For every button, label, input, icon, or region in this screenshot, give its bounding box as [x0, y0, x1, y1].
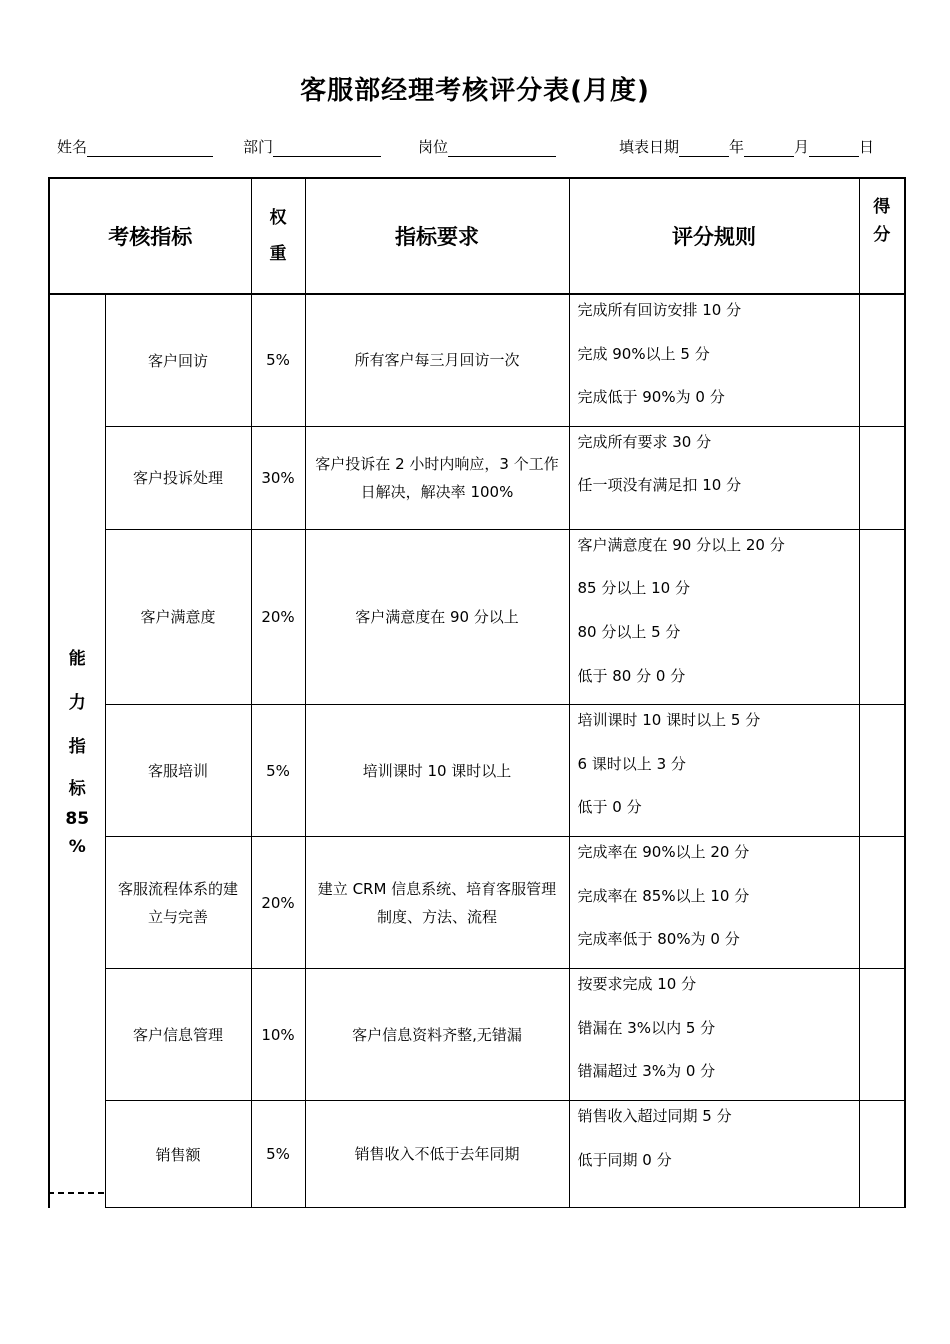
score-table — [48, 177, 906, 1208]
name-blank[interactable] — [87, 140, 213, 157]
day-blank[interactable] — [809, 140, 859, 157]
requirement-cell: 销售收入不低于去年同期 — [305, 1101, 569, 1208]
weight-cell: 5% — [251, 1101, 305, 1208]
score-input[interactable] — [859, 1101, 905, 1208]
indicator-name: 客户投诉处理 — [105, 426, 251, 529]
info-row — [57, 136, 897, 160]
indicator-name: 客服流程体系的建立与完善 — [105, 837, 251, 969]
weight-cell: 20% — [251, 529, 305, 704]
date-label: 填表日期 — [619, 138, 680, 156]
dashed-divider — [48, 1192, 104, 1194]
dept-field[interactable] — [243, 136, 381, 157]
header-indicator: 考核指标 — [49, 178, 251, 294]
score-input[interactable] — [859, 969, 905, 1101]
day-label: 日 — [859, 138, 875, 156]
position-field[interactable] — [418, 136, 556, 157]
indicator-name: 客户信息管理 — [105, 969, 251, 1101]
table-row — [49, 969, 905, 1101]
header-requirement: 指标要求 — [305, 178, 569, 294]
month-blank[interactable] — [744, 140, 794, 157]
table-row — [49, 294, 905, 426]
rule-cell: 客户满意度在 90 分以上 20 分 85 分以上 10 分 80 分以上 5 分 低于 80 分 0 分 — [569, 529, 859, 704]
page-title: 客服部经理考核评分表(月度) — [300, 76, 650, 106]
requirement-cell: 培训课时 10 课时以上 — [305, 705, 569, 837]
weight-cell: 5% — [251, 705, 305, 837]
position-blank[interactable] — [448, 140, 556, 157]
requirement-cell: 客户投诉在 2 小时内响应，3 个工作日解决，解决率 100% — [305, 426, 569, 529]
indicator-name: 客户满意度 — [105, 529, 251, 704]
header-weight: 权 重 — [251, 178, 305, 294]
header-score: 得 分 — [859, 178, 905, 294]
requirement-cell: 所有客户每三月回访一次 — [305, 294, 569, 426]
month-label: 月 — [794, 138, 810, 156]
requirement-cell: 客户信息资料齐整,无错漏 — [305, 969, 569, 1101]
rule-cell: 完成所有回访安排 10 分 完成 90%以上 5 分 完成低于 90%为 0 分 — [569, 294, 859, 426]
table-row — [49, 426, 905, 529]
score-input[interactable] — [859, 837, 905, 969]
score-input[interactable] — [859, 294, 905, 426]
table-row — [49, 705, 905, 837]
score-input[interactable] — [859, 705, 905, 837]
weight-cell: 5% — [251, 294, 305, 426]
score-input[interactable] — [859, 426, 905, 529]
table-row — [49, 837, 905, 969]
weight-cell: 30% — [251, 426, 305, 529]
name-label: 姓名 — [57, 138, 88, 156]
dept-blank[interactable] — [273, 140, 381, 157]
requirement-cell: 客户满意度在 90 分以上 — [305, 529, 569, 704]
rule-cell: 按要求完成 10 分 错漏在 3%以内 5 分 错漏超过 3%为 0 分 — [569, 969, 859, 1101]
dept-label: 部门 — [243, 138, 274, 156]
header-rule: 评分规则 — [569, 178, 859, 294]
rule-cell: 培训课时 10 课时以上 5 分 6 课时以上 3 分 低于 0 分 — [569, 705, 859, 837]
rule-cell: 完成所有要求 30 分 任一项没有满足扣 10 分 — [569, 426, 859, 529]
year-label: 年 — [729, 138, 745, 156]
score-input[interactable] — [859, 529, 905, 704]
table-row — [49, 1101, 905, 1208]
indicator-name: 客服培训 — [105, 705, 251, 837]
indicator-name: 客户回访 — [105, 294, 251, 426]
rule-cell: 销售收入超过同期 5 分 低于同期 0 分 — [569, 1101, 859, 1208]
rule-cell: 完成率在 90%以上 20 分 完成率在 85%以上 10 分 完成率低于 80%为 0 分 — [569, 837, 859, 969]
date-field[interactable] — [619, 136, 874, 157]
position-label: 岗位 — [418, 138, 449, 156]
year-blank[interactable] — [679, 140, 729, 157]
header-row — [49, 178, 905, 294]
weight-cell: 10% — [251, 969, 305, 1101]
requirement-cell: 建立 CRM 信息系统、培育客服管理制度、方法、流程 — [305, 837, 569, 969]
weight-cell: 20% — [251, 837, 305, 969]
category-cell: 能 力 指 标 85 % — [49, 294, 105, 1208]
indicator-name: 销售额 — [105, 1101, 251, 1208]
table-row — [49, 529, 905, 704]
name-field[interactable] — [57, 136, 213, 157]
